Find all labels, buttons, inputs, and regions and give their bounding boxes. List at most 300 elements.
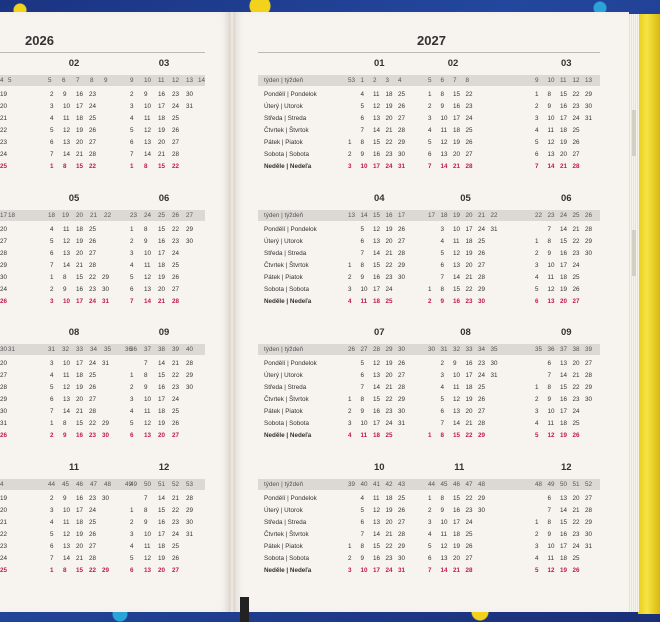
day-cell: 18 bbox=[76, 372, 84, 379]
day-cell: 25 bbox=[0, 163, 8, 170]
day-cell: 20 bbox=[0, 360, 8, 367]
day-cell: 13 bbox=[373, 372, 381, 379]
day-cell: 2 bbox=[50, 91, 54, 98]
day-cell: 22 bbox=[385, 262, 393, 269]
day-cell: 13 bbox=[63, 396, 71, 403]
day-cell: 8 bbox=[440, 91, 445, 98]
day-cell: 10 bbox=[547, 115, 555, 122]
week-number: 17 bbox=[428, 212, 436, 219]
day-cell: 18 bbox=[465, 384, 473, 391]
day-cell: 1 bbox=[50, 163, 54, 170]
day-cell: 11 bbox=[440, 531, 448, 538]
day-cell: 22 bbox=[172, 507, 180, 514]
week-header-label: týden | týždeň bbox=[264, 346, 304, 353]
day-cell: 20 bbox=[0, 103, 8, 110]
day-cell: 16 bbox=[158, 519, 166, 526]
day-cell: 11 bbox=[453, 384, 460, 391]
day-cell: 28 bbox=[89, 408, 97, 415]
day-cell: 20 bbox=[76, 396, 84, 403]
day-cell: 19 bbox=[465, 396, 473, 403]
day-cell: 7 bbox=[360, 127, 365, 134]
day-cell: 23 bbox=[0, 139, 8, 146]
day-cell: 4 bbox=[348, 432, 352, 439]
week-number: 18 bbox=[8, 212, 16, 219]
day-cell: 26 bbox=[89, 238, 97, 245]
month-number: 05 bbox=[68, 193, 80, 204]
month-number: 03 bbox=[560, 58, 572, 69]
day-cell: 20 bbox=[385, 238, 393, 245]
day-cell: 14 bbox=[158, 360, 166, 367]
week-number: 32 bbox=[453, 346, 461, 353]
day-cell: 15 bbox=[453, 91, 461, 98]
day-cell: 25 bbox=[89, 372, 97, 379]
week-number: 7 bbox=[76, 77, 80, 84]
day-cell: 26 bbox=[89, 531, 97, 538]
day-cell: 25 bbox=[385, 298, 393, 305]
day-cell: 19 bbox=[453, 543, 461, 550]
day-cell: 12 bbox=[144, 274, 152, 281]
day-cell: 30 bbox=[186, 384, 194, 391]
day-cell: 12 bbox=[547, 139, 555, 146]
day-cell: 17 bbox=[373, 163, 381, 170]
day-cell: 4 bbox=[440, 238, 445, 245]
day-cell: 21 bbox=[76, 408, 84, 415]
day-cell: 10 bbox=[440, 115, 448, 122]
week-number: 38 bbox=[572, 346, 580, 353]
week-number: 27 bbox=[186, 212, 194, 219]
day-cell: 21 bbox=[0, 115, 8, 122]
day-cell: 2 bbox=[535, 103, 539, 110]
day-cell: 19 bbox=[76, 238, 84, 245]
day-cell: 8 bbox=[547, 384, 552, 391]
week-number: 30 bbox=[0, 346, 8, 353]
day-cell: 18 bbox=[453, 531, 461, 538]
day-cell: 13 bbox=[560, 495, 568, 502]
day-label: Pátek | Piatok bbox=[264, 408, 303, 415]
day-cell: 2 bbox=[440, 360, 445, 367]
day-cell: 25 bbox=[478, 238, 486, 245]
day-cell: 9 bbox=[360, 408, 365, 415]
day-cell: 26 bbox=[172, 127, 180, 134]
day-cell: 23 bbox=[465, 103, 473, 110]
day-cell: 22 bbox=[172, 163, 180, 170]
day-cell: 9 bbox=[453, 360, 457, 367]
day-cell: 2 bbox=[535, 250, 539, 257]
day-cell: 24 bbox=[89, 298, 97, 305]
week-number: 34 bbox=[90, 346, 98, 353]
day-cell: 28 bbox=[398, 250, 406, 257]
day-cell: 23 bbox=[572, 250, 580, 257]
day-cell: 20 bbox=[465, 408, 473, 415]
day-cell: 4 bbox=[130, 262, 134, 269]
week-number: 27 bbox=[360, 346, 368, 353]
day-cell: 20 bbox=[0, 507, 8, 514]
month-number: 02 bbox=[68, 58, 80, 69]
day-label: Neděle | Nedeľa bbox=[264, 298, 312, 305]
day-cell: 13 bbox=[547, 151, 555, 158]
day-cell: 3 bbox=[348, 420, 352, 427]
day-cell: 27 bbox=[478, 262, 486, 269]
day-label: Čtvrtek | Štvrtok bbox=[264, 396, 309, 403]
day-cell: 27 bbox=[398, 372, 406, 379]
day-cell: 1 bbox=[348, 139, 352, 146]
day-cell: 9 bbox=[547, 396, 552, 403]
day-cell: 25 bbox=[465, 531, 473, 538]
day-cell: 13 bbox=[144, 286, 152, 293]
day-label: Pondělí | Pondelok bbox=[264, 360, 317, 367]
day-cell: 11 bbox=[63, 519, 70, 526]
day-cell: 20 bbox=[465, 262, 473, 269]
day-cell: 20 bbox=[76, 139, 84, 146]
day-cell: 19 bbox=[385, 507, 393, 514]
day-cell: 27 bbox=[398, 115, 406, 122]
left-year: 2026 bbox=[25, 33, 54, 48]
day-cell: 29 bbox=[478, 432, 486, 439]
day-cell: 19 bbox=[560, 139, 568, 146]
day-cell: 15 bbox=[560, 384, 568, 391]
day-cell: 16 bbox=[76, 432, 84, 439]
day-cell: 18 bbox=[158, 115, 166, 122]
week-number: 18 bbox=[440, 212, 448, 219]
day-cell: 8 bbox=[144, 163, 148, 170]
day-cell: 24 bbox=[385, 420, 393, 427]
day-cell: 6 bbox=[130, 286, 134, 293]
day-cell: 8 bbox=[63, 567, 67, 574]
day-cell: 20 bbox=[560, 298, 568, 305]
day-cell: 9 bbox=[144, 384, 148, 391]
day-cell: 30 bbox=[102, 432, 110, 439]
week-header-bar bbox=[258, 344, 600, 355]
day-cell: 19 bbox=[560, 567, 568, 574]
day-cell: 21 bbox=[572, 226, 580, 233]
day-cell: 10 bbox=[63, 360, 71, 367]
day-cell: 5 bbox=[130, 127, 134, 134]
day-cell: 15 bbox=[158, 163, 166, 170]
day-cell: 20 bbox=[158, 286, 166, 293]
day-cell: 25 bbox=[172, 543, 180, 550]
day-cell: 3 bbox=[348, 286, 352, 293]
day-cell: 30 bbox=[398, 274, 406, 281]
day-cell: 29 bbox=[585, 384, 593, 391]
day-cell: 6 bbox=[428, 555, 432, 562]
day-cell: 26 bbox=[572, 139, 580, 146]
day-cell: 14 bbox=[158, 495, 166, 502]
day-cell: 10 bbox=[453, 226, 461, 233]
week-number: 22 bbox=[490, 212, 498, 219]
year-divider bbox=[0, 52, 205, 53]
week-number: 17 bbox=[398, 212, 406, 219]
week-number: 26 bbox=[348, 346, 356, 353]
day-cell: 27 bbox=[89, 139, 97, 146]
day-cell: 12 bbox=[144, 555, 152, 562]
week-number: 36 bbox=[125, 346, 133, 353]
day-cell: 28 bbox=[478, 420, 486, 427]
day-cell: 12 bbox=[547, 567, 555, 574]
week-number: 9 bbox=[535, 77, 539, 84]
day-cell: 26 bbox=[398, 360, 406, 367]
day-cell: 28 bbox=[0, 384, 8, 391]
day-cell: 4 bbox=[360, 91, 365, 98]
day-cell: 10 bbox=[360, 420, 368, 427]
day-cell: 27 bbox=[172, 139, 180, 146]
day-cell: 20 bbox=[385, 519, 393, 526]
day-cell: 12 bbox=[63, 127, 71, 134]
day-label: Úterý | Utorok bbox=[264, 238, 303, 245]
day-cell: 6 bbox=[428, 151, 432, 158]
day-cell: 29 bbox=[102, 274, 110, 281]
day-cell: 8 bbox=[440, 432, 445, 439]
day-cell: 31 bbox=[102, 360, 110, 367]
day-label: Neděle | Nedeľa bbox=[264, 163, 312, 170]
day-cell: 25 bbox=[172, 115, 180, 122]
day-cell: 21 bbox=[385, 384, 393, 391]
day-cell: 28 bbox=[398, 384, 406, 391]
day-cell: 27 bbox=[465, 151, 473, 158]
day-cell: 27 bbox=[89, 250, 97, 257]
week-number: 26 bbox=[585, 212, 593, 219]
day-cell: 15 bbox=[453, 432, 461, 439]
week-number: 7 bbox=[453, 77, 457, 84]
day-cell: 13 bbox=[547, 298, 555, 305]
day-cell: 14 bbox=[547, 163, 555, 170]
day-cell: 29 bbox=[186, 507, 194, 514]
week-number: 42 bbox=[385, 481, 393, 488]
day-cell: 24 bbox=[172, 531, 180, 538]
week-number: 6 bbox=[62, 77, 66, 84]
day-cell: 16 bbox=[560, 531, 568, 538]
day-cell: 1 bbox=[348, 262, 352, 269]
day-cell: 8 bbox=[360, 396, 365, 403]
day-cell: 3 bbox=[535, 408, 539, 415]
day-cell: 13 bbox=[63, 543, 71, 550]
day-cell: 26 bbox=[465, 543, 473, 550]
day-cell: 25 bbox=[398, 91, 406, 98]
day-cell: 17 bbox=[158, 531, 166, 538]
day-cell: 17 bbox=[76, 360, 84, 367]
day-cell: 20 bbox=[385, 115, 393, 122]
day-cell: 17 bbox=[158, 250, 166, 257]
week-number: 48 bbox=[104, 481, 112, 488]
day-cell: 24 bbox=[385, 163, 393, 170]
week-number: 49 bbox=[125, 481, 133, 488]
day-cell: 9 bbox=[63, 286, 67, 293]
week-number: 1 bbox=[360, 77, 365, 84]
day-cell: 9 bbox=[547, 250, 552, 257]
day-cell: 12 bbox=[440, 543, 448, 550]
day-cell: 4 bbox=[440, 384, 445, 391]
day-cell: 9 bbox=[360, 151, 365, 158]
day-cell: 23 bbox=[0, 543, 8, 550]
day-cell: 11 bbox=[63, 372, 70, 379]
day-cell: 14 bbox=[440, 567, 448, 574]
day-cell: 28 bbox=[585, 372, 593, 379]
day-cell: 29 bbox=[102, 567, 110, 574]
day-cell: 3 bbox=[130, 396, 134, 403]
week-number: 4 bbox=[398, 77, 402, 84]
day-cell: 22 bbox=[172, 226, 180, 233]
day-label: Čtvrtek | Štvrtok bbox=[264, 531, 309, 538]
week-number: 37 bbox=[144, 346, 152, 353]
day-cell: 17 bbox=[465, 372, 473, 379]
week-number: 19 bbox=[62, 212, 70, 219]
week-number: 33 bbox=[465, 346, 473, 353]
day-cell: 12 bbox=[547, 286, 555, 293]
day-cell: 20 bbox=[572, 495, 580, 502]
day-cell: 28 bbox=[89, 151, 97, 158]
day-cell: 23 bbox=[89, 91, 97, 98]
day-cell: 31 bbox=[490, 226, 498, 233]
month-number: 09 bbox=[158, 327, 170, 338]
week-number: 33 bbox=[76, 346, 84, 353]
week-number: 31 bbox=[48, 346, 56, 353]
day-cell: 10 bbox=[453, 372, 461, 379]
day-cell: 15 bbox=[76, 567, 84, 574]
day-cell: 24 bbox=[572, 543, 580, 550]
day-cell: 2 bbox=[50, 432, 54, 439]
day-label: Sobota | Sobota bbox=[264, 420, 310, 427]
week-number: 8 bbox=[465, 77, 470, 84]
day-cell: 12 bbox=[144, 420, 152, 427]
day-cell: 18 bbox=[560, 555, 568, 562]
day-cell: 2 bbox=[428, 103, 432, 110]
day-cell: 15 bbox=[373, 139, 381, 146]
week-header-bar bbox=[258, 75, 600, 86]
day-cell: 23 bbox=[572, 396, 580, 403]
day-cell: 30 bbox=[585, 103, 593, 110]
day-cell: 15 bbox=[453, 286, 461, 293]
week-number: 52 bbox=[585, 481, 593, 488]
month-number: 09 bbox=[560, 327, 572, 338]
day-cell: 25 bbox=[89, 115, 97, 122]
day-cell: 18 bbox=[560, 127, 568, 134]
week-number: 29 bbox=[385, 346, 393, 353]
day-cell: 30 bbox=[0, 274, 8, 281]
day-cell: 21 bbox=[76, 262, 84, 269]
day-cell: 12 bbox=[63, 238, 71, 245]
day-cell: 25 bbox=[0, 567, 8, 574]
day-cell: 20 bbox=[76, 543, 84, 550]
day-cell: 8 bbox=[63, 163, 67, 170]
day-cell: 17 bbox=[560, 408, 568, 415]
day-cell: 1 bbox=[130, 163, 134, 170]
day-cell: 30 bbox=[478, 298, 486, 305]
day-cell: 19 bbox=[158, 555, 166, 562]
day-cell: 13 bbox=[373, 519, 381, 526]
day-cell: 3 bbox=[130, 103, 134, 110]
day-cell: 21 bbox=[385, 531, 393, 538]
day-label: Úterý | Utorok bbox=[264, 103, 303, 110]
day-cell: 19 bbox=[560, 286, 568, 293]
day-cell: 26 bbox=[572, 432, 580, 439]
day-cell: 8 bbox=[63, 420, 67, 427]
day-cell: 10 bbox=[547, 408, 555, 415]
month-number: 06 bbox=[560, 193, 572, 204]
week-number: 50 bbox=[144, 481, 152, 488]
day-cell: 1 bbox=[428, 432, 432, 439]
day-cell: 27 bbox=[172, 432, 180, 439]
day-cell: 19 bbox=[385, 226, 393, 233]
day-cell: 6 bbox=[50, 250, 54, 257]
page-tab[interactable] bbox=[632, 230, 636, 276]
month-number: 05 bbox=[460, 193, 471, 204]
day-cell: 18 bbox=[453, 127, 461, 134]
day-cell: 10 bbox=[63, 103, 71, 110]
day-cell: 23 bbox=[89, 286, 97, 293]
week-number: 5 bbox=[8, 77, 12, 84]
day-cell: 23 bbox=[572, 531, 580, 538]
day-cell: 14 bbox=[63, 262, 71, 269]
day-cell: 18 bbox=[158, 543, 166, 550]
day-cell: 4 bbox=[360, 495, 365, 502]
day-cell: 14 bbox=[373, 531, 381, 538]
week-header-bar bbox=[0, 210, 205, 221]
day-cell: 22 bbox=[89, 567, 97, 574]
day-cell: 31 bbox=[398, 163, 406, 170]
day-cell: 11 bbox=[360, 298, 368, 305]
day-cell: 6 bbox=[360, 372, 365, 379]
day-cell: 12 bbox=[373, 226, 381, 233]
week-number: 22 bbox=[535, 212, 543, 219]
ribbon-bookmark[interactable] bbox=[240, 597, 249, 622]
day-cell: 1 bbox=[348, 543, 352, 550]
day-cell: 7 bbox=[130, 298, 134, 305]
day-cell: 17 bbox=[560, 262, 568, 269]
day-cell: 15 bbox=[76, 420, 84, 427]
day-cell: 15 bbox=[560, 238, 568, 245]
day-cell: 22 bbox=[465, 91, 473, 98]
page-tab[interactable] bbox=[632, 110, 636, 156]
day-cell: 30 bbox=[585, 531, 593, 538]
week-number: 34 bbox=[478, 346, 486, 353]
day-cell: 16 bbox=[453, 298, 461, 305]
day-cell: 21 bbox=[572, 507, 580, 514]
day-cell: 14 bbox=[453, 420, 461, 427]
day-cell: 8 bbox=[144, 226, 148, 233]
day-cell: 6 bbox=[130, 432, 134, 439]
week-number: 30 bbox=[398, 346, 406, 353]
day-cell: 11 bbox=[144, 543, 151, 550]
day-cell: 8 bbox=[547, 519, 552, 526]
day-cell: 29 bbox=[0, 262, 8, 269]
day-cell: 19 bbox=[158, 127, 166, 134]
day-cell: 30 bbox=[398, 151, 406, 158]
week-number: 2 bbox=[373, 77, 377, 84]
day-cell: 17 bbox=[453, 519, 461, 526]
day-cell: 3 bbox=[348, 567, 352, 574]
day-cell: 24 bbox=[172, 103, 180, 110]
day-cell: 18 bbox=[76, 226, 84, 233]
day-cell: 22 bbox=[0, 531, 8, 538]
day-cell: 15 bbox=[76, 274, 84, 281]
week-number: 13 bbox=[585, 77, 593, 84]
day-cell: 24 bbox=[478, 372, 486, 379]
day-cell: 24 bbox=[478, 226, 486, 233]
day-cell: 28 bbox=[585, 226, 593, 233]
day-cell: 4 bbox=[50, 372, 54, 379]
day-cell: 22 bbox=[89, 420, 97, 427]
day-cell: 6 bbox=[50, 543, 54, 550]
day-cell: 9 bbox=[547, 531, 552, 538]
day-cell: 26 bbox=[478, 396, 486, 403]
week-number: 44 bbox=[48, 481, 56, 488]
day-cell: 7 bbox=[50, 555, 54, 562]
day-cell: 1 bbox=[130, 507, 134, 514]
day-cell: 28 bbox=[398, 127, 406, 134]
day-cell: 18 bbox=[385, 91, 393, 98]
week-number: 9 bbox=[104, 77, 108, 84]
day-cell: 28 bbox=[186, 495, 194, 502]
day-cell: 16 bbox=[560, 103, 568, 110]
